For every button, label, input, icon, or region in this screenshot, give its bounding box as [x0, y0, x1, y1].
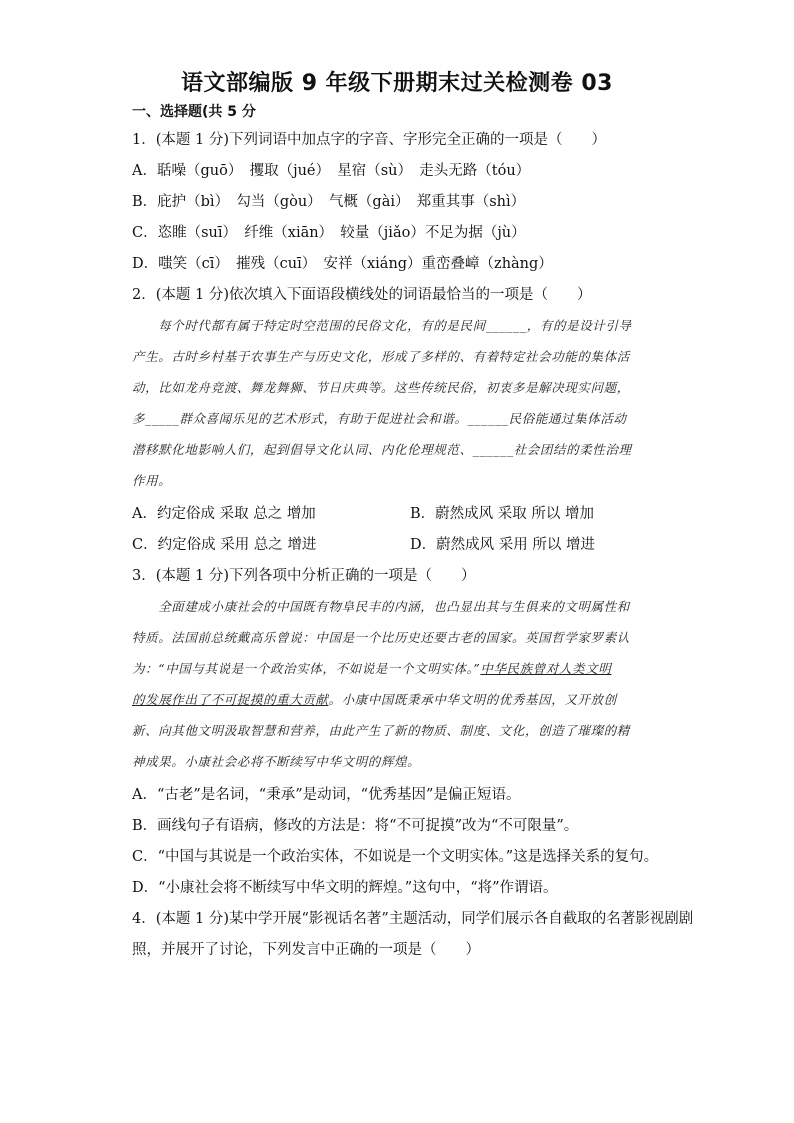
question-1-option-a: A．聒噪（guō） 攫取（jué） 星宿（sù） 走头无路（tóu）: [132, 163, 531, 179]
question-2-option-a: A．约定俗成 采取 总之 增加: [132, 506, 316, 522]
question-3-passage-line: 全面建成小康社会的中国既有物阜民丰的内涵，也凸显出其与生俱来的文明属性和: [132, 599, 630, 614]
question-3-passage-line: 新、向其他文明汲取智慧和营养，由此产生了新的物质、制度、文化，创造了璀璨的精: [132, 723, 630, 738]
question-2-passage-line: 作用。: [132, 473, 172, 488]
passage-text: 为：“中国与其说是一个政治实体，不如说是一个文明实体。”: [132, 661, 481, 676]
question-3-option-a: A．“古老”是名词，“秉承”是动词，“优秀基因”是偏正短语。: [132, 787, 521, 803]
question-3-passage-line: [132, 659, 662, 679]
question-2-passage-line: 产生。古时乡村基于农事生产与历史文化，形成了多样的、有着特定社会功能的集体活: [132, 349, 630, 364]
question-2-stem: 2．(本题 1 分)依次填入下面语段横线处的词语最恰当的一项是（ ）: [132, 287, 592, 303]
section-heading: 一、选择题(共 5 分: [132, 104, 256, 120]
question-3-option-c: C．“中国与其说是一个政治实体，不如说是一个文明实体。”这是选择关系的复句。: [132, 849, 659, 865]
question-4-stem: 4．(本题 1 分)某中学开展“影视话名著”主题活动，同学们展示各自截取的名著影视剧剧: [132, 911, 694, 927]
question-3-option-d: D．“小康社会将不断续写中华文明的辉煌。”这句中，“将”作谓语。: [132, 880, 558, 896]
question-1-option-c: C．恣睢（suī） 纤维（xiān） 较量（jiǎo）不足为据（jù）: [132, 225, 526, 241]
question-2-passage-line: 动，比如龙舟竞渡、舞龙舞狮、节日庆典等。这些传统民俗，初衷多是解决现实问题，: [132, 380, 630, 395]
question-3-passage-line: 神成果。小康社会必将不断续写中华文明的辉煌。: [132, 754, 421, 769]
underlined-sentence: 中华民族曾对人类文明: [480, 661, 612, 676]
question-2-passage-line: 多_____群众喜闻乐见的艺术形式，有助于促进社会和谐。______民俗能通过集体活动: [132, 411, 627, 426]
question-1-option-d: D．嗤笑（cī） 摧残（cuī） 安祥（xiáng）重峦叠嶂（zhàng）: [132, 256, 553, 272]
question-2-passage-line: 潜移默化地影响人们，起到倡导文化认同、内化伦理规范、______社会团结的柔性治理: [132, 442, 632, 457]
question-2-option-d: D．蔚然成风 采用 所以 增进: [410, 537, 595, 553]
question-1-option-b: B．庇护（bì） 勾当（gòu） 气概（gài） 郑重其事（shì）: [132, 194, 526, 210]
question-2-option-c: C．约定俗成 采用 总之 增进: [132, 537, 317, 553]
question-3-passage-line: [132, 690, 662, 710]
passage-text: 。小康中国既秉承中华文明的优秀基因，又开放创: [328, 692, 617, 707]
question-3-option-b: B．画线句子有语病，修改的方法是：将“不可捉摸”改为“不可限量”。: [132, 818, 579, 834]
question-3-passage-line: 特质。法国前总统戴高乐曾说：中国是一个比历史还要古老的国家。英国哲学家罗素认: [132, 630, 630, 645]
question-1-stem: 1．(本题 1 分)下列词语中加点字的字音、字形完全正确的一项是（ ）: [132, 132, 606, 148]
question-2-passage-line: 每个时代都有属于特定时空范围的民俗文化，有的是民间______，有的是设计引导: [132, 318, 632, 333]
question-4-stem-continued: 照，并展开了讨论，下列发言中正确的一项是（ ）: [132, 942, 480, 958]
page-title: 语文部编版 9 年级下册期末过关检测卷 03: [181, 71, 613, 96]
underlined-sentence: 的发展作出了不可捉摸的重大贡献: [132, 692, 329, 707]
question-3-stem: 3．(本题 1 分)下列各项中分析正确的一项是（ ）: [132, 568, 476, 584]
question-2-option-b: B．蔚然成风 采取 所以 增加: [410, 506, 594, 522]
